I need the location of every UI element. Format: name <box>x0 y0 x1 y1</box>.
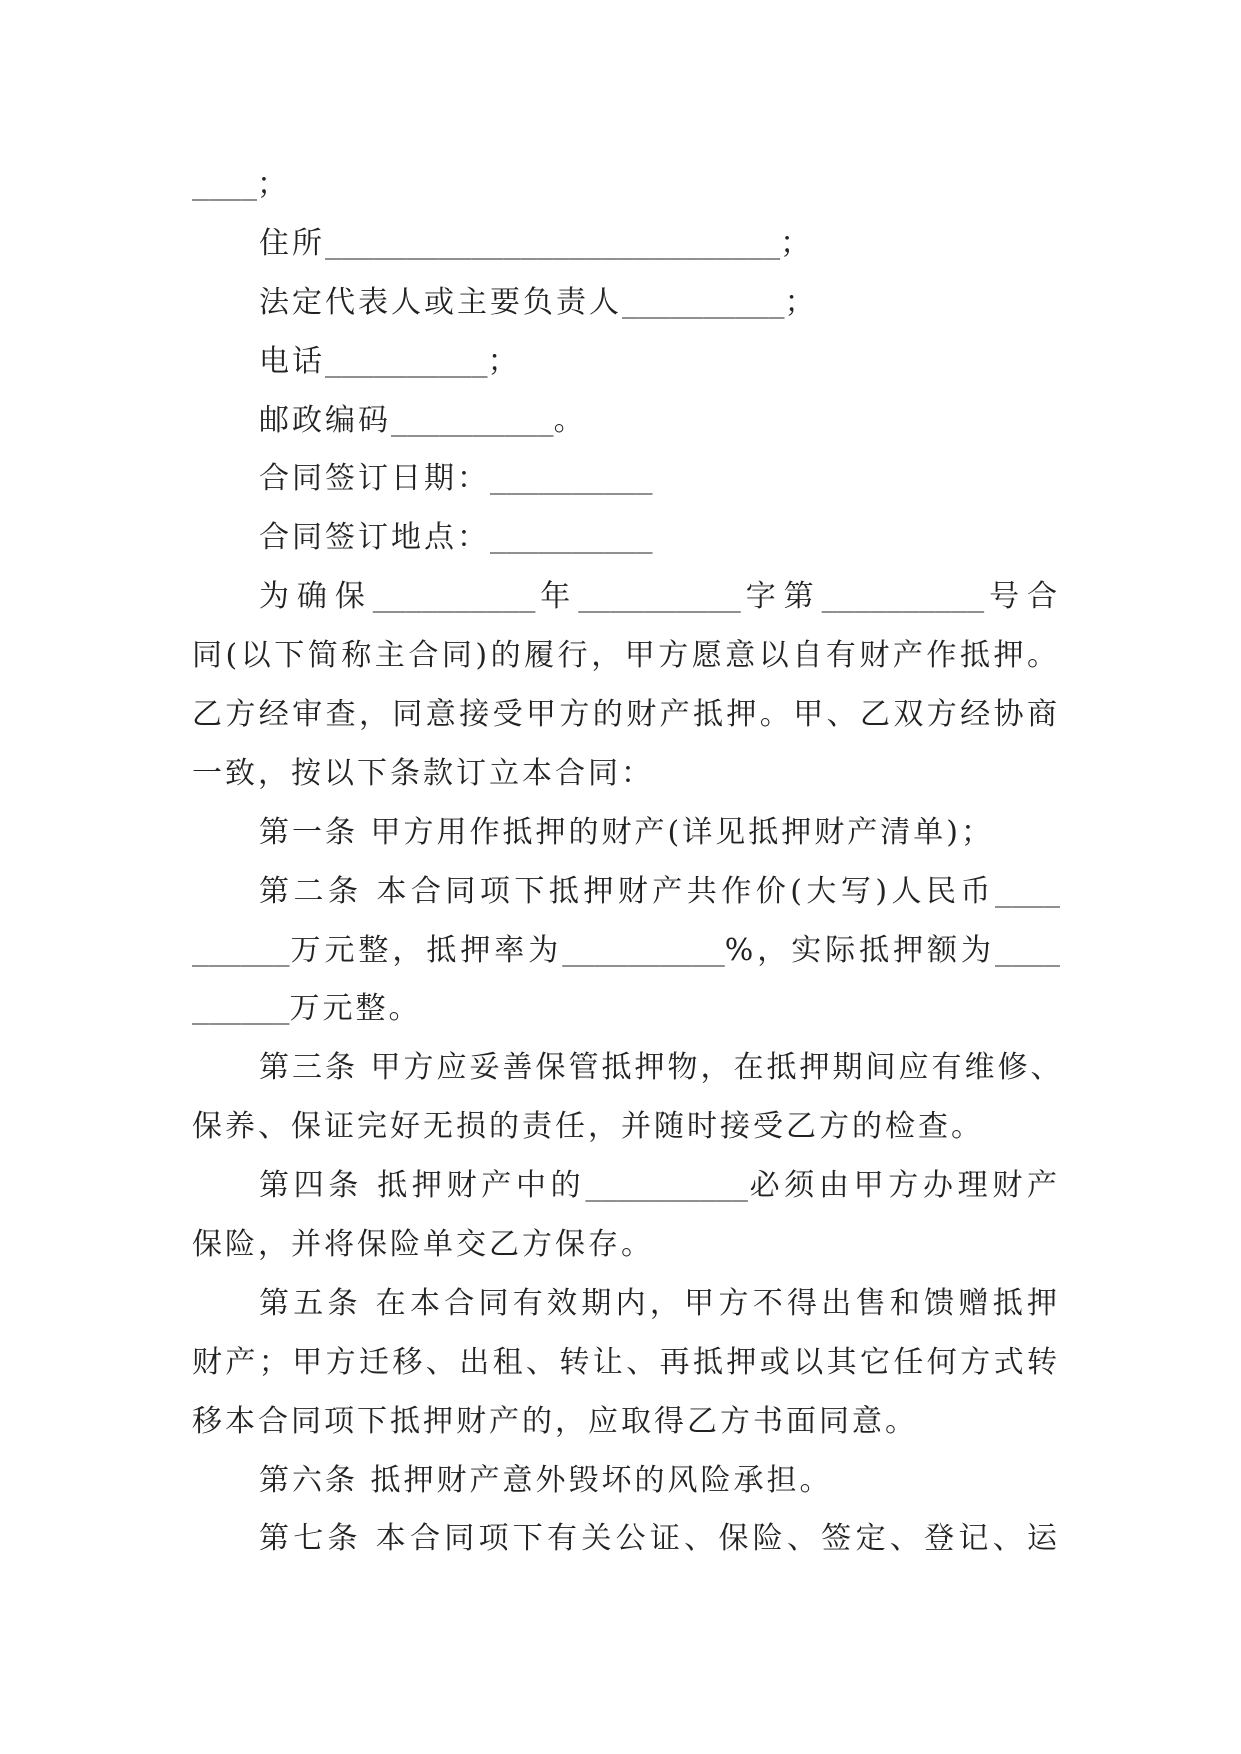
postal-code-label: 邮政编码 <box>259 402 391 438</box>
continued-blank-line <box>192 156 1060 215</box>
legal-representative-blank: __________ <box>622 287 785 319</box>
text-run: 万元整，抵押率为 <box>289 932 563 968</box>
article-3-line-1 <box>192 1039 1064 1098</box>
purpose-paragraph-line-2 <box>192 627 1060 686</box>
article-2-line-3 <box>192 980 1060 1039</box>
text-run: 同(以下简称主合同)的履行，甲方愿意以自有财产作抵押。 <box>192 638 1060 674</box>
mortgage-amount-blank-end: ______ <box>192 994 290 1026</box>
purpose-paragraph-line-4 <box>192 745 1060 804</box>
text-run: 第六条 抵押财产意外毁坏的风险承担。 <box>259 1462 833 1498</box>
line-punctuation: ； <box>487 343 521 379</box>
line-punctuation: ； <box>784 284 818 320</box>
text-run: 保养、保证完好无损的责任，并随时接受乙方的检查。 <box>192 1109 984 1145</box>
legal-representative-line <box>192 274 1060 333</box>
mortgage-amount-blank-start: ____ <box>994 935 1060 967</box>
mortgage-rate-blank: __________ <box>562 935 725 967</box>
phone-blank: __________ <box>325 346 488 378</box>
signing-place-blank: __________ <box>490 523 653 555</box>
phone-line <box>192 333 1060 392</box>
text-run: 乙方经审查，同意接受甲方的财产抵押。甲、乙双方经协商 <box>192 697 1060 733</box>
text-run: 保险，并将保险单交乙方保存。 <box>192 1227 654 1263</box>
legal-representative-label: 法定代表人或主要负责人 <box>259 284 622 320</box>
article-5-line-3 <box>192 1393 1060 1452</box>
article-2-line-1 <box>192 863 1060 922</box>
signing-date-label: 合同签订日期： <box>259 461 490 497</box>
year-blank: __________ <box>372 582 536 614</box>
text-run: 第五条 在本合同有效期内，甲方不得出售和馈赠抵押 <box>259 1285 1060 1321</box>
purpose-paragraph-line-1 <box>192 568 1060 627</box>
article-6-line <box>192 1452 1060 1511</box>
insured-property-blank: __________ <box>585 1171 748 1203</box>
text-run: 年 <box>535 579 579 615</box>
article-5-line-1 <box>192 1275 1060 1334</box>
text-run: 一致，按以下条款订立本合同： <box>192 755 654 791</box>
text-run: 为确保 <box>259 579 373 615</box>
article-2-line-2 <box>192 922 1060 981</box>
signing-date-blank: __________ <box>490 464 653 496</box>
postal-code-blank: __________ <box>391 405 554 437</box>
article-3-line-2 <box>192 1098 1060 1157</box>
line-punctuation: ； <box>257 167 291 202</box>
valuation-blank-end: ______ <box>192 935 290 967</box>
text-run: 第七条 本合同项下有关公证、保险、签定、登记、运 <box>259 1521 1060 1557</box>
text-run: 第一条 甲方用作抵押的财产(详见抵押财产清单)； <box>259 814 994 850</box>
number-blank: __________ <box>821 582 985 614</box>
blank-underline: ____ <box>192 170 258 201</box>
contract-body <box>192 156 1064 1569</box>
text-run: 第四条 抵押财产中的 <box>259 1168 586 1204</box>
text-run: 第二条 本合同项下抵押财产共作价(大写)人民币 <box>259 873 995 909</box>
article-4-line-2 <box>192 1216 1060 1275</box>
text-run: 字第 <box>740 579 822 615</box>
article-4-line-1 <box>192 1157 1060 1216</box>
postal-code-line <box>192 392 1060 451</box>
text-run: 第三条 甲方应妥善保管抵押物，在抵押期间应有维修、 <box>259 1050 1064 1086</box>
line-punctuation: ； <box>780 225 814 261</box>
text-run: 必须由甲方办理财产 <box>747 1168 1060 1204</box>
phone-label: 电话 <box>259 343 325 379</box>
text-run: 号合 <box>984 579 1061 615</box>
signing-place-label: 合同签订地点： <box>259 520 490 556</box>
purpose-paragraph-line-3 <box>192 686 1060 745</box>
signing-date-line <box>192 450 1060 509</box>
text-run: 万元整。 <box>289 991 422 1027</box>
article-5-line-2 <box>192 1334 1060 1393</box>
address-label: 住所 <box>259 225 325 261</box>
word-blank: __________ <box>578 582 741 614</box>
text-run: %，实际抵押额为 <box>724 932 995 968</box>
address-blank: ____________________________ <box>325 228 781 260</box>
text-run: 移本合同项下抵押财产的，应取得乙方书面同意。 <box>192 1403 918 1439</box>
signing-place-line <box>192 509 1060 568</box>
address-line <box>192 215 1060 274</box>
article-1-line <box>192 804 1060 863</box>
line-punctuation: 。 <box>553 402 587 438</box>
valuation-blank-start: ____ <box>994 876 1060 908</box>
article-7-line-1 <box>192 1510 1060 1569</box>
text-run: 财产；甲方迁移、出租、转让、再抵押或以其它任何方式转 <box>192 1344 1060 1380</box>
